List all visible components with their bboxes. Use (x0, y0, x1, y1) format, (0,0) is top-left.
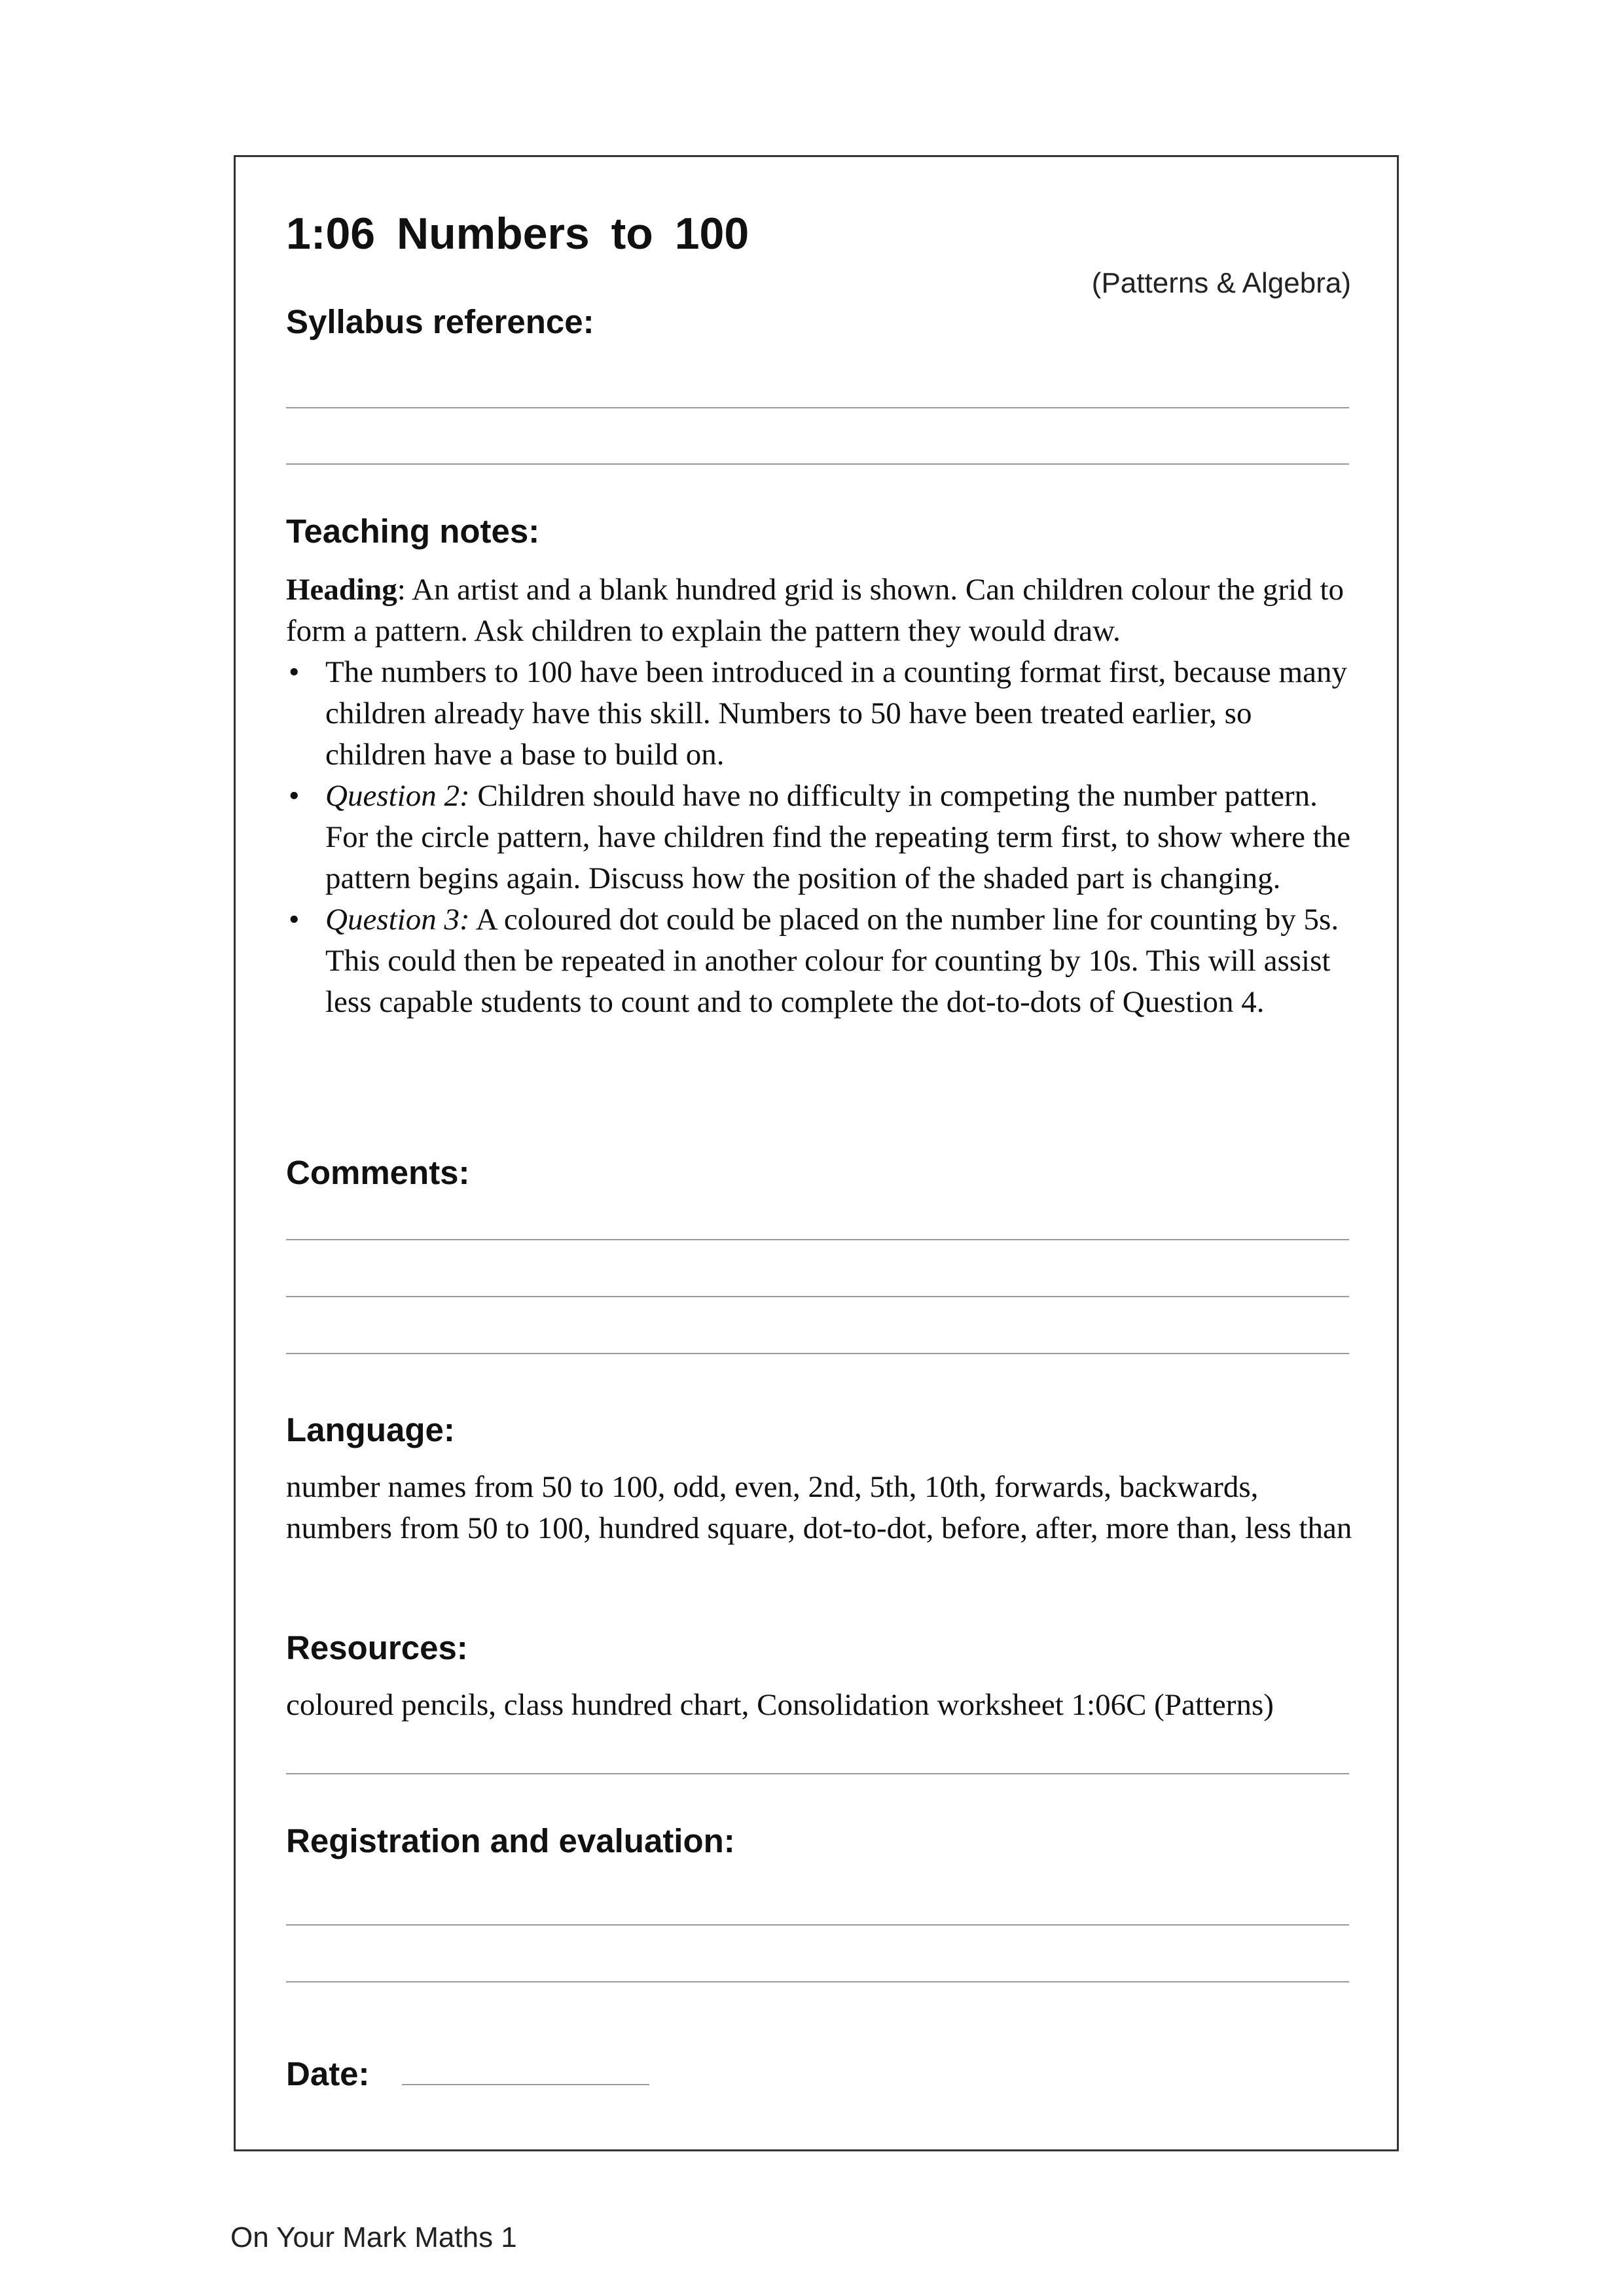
list-item (286, 899, 1360, 1023)
registration-line-2 (286, 1981, 1349, 1982)
date-label: Date: (286, 2055, 370, 2092)
comments-heading: Comments: (286, 1154, 470, 1191)
bullet-icon: • (289, 779, 300, 813)
bullet-icon: • (289, 903, 300, 937)
syllabus-line-1 (286, 407, 1349, 408)
registration-line-1 (286, 1924, 1349, 1926)
footer-text: On Your Mark Maths 1 (230, 2221, 517, 2253)
bullet-lead: Question 2: (325, 779, 470, 813)
teaching-notes-list (286, 652, 1360, 1023)
syllabus-line-2 (286, 463, 1349, 465)
page-title: 1:06 Numbers to 100 (286, 209, 749, 259)
comments-line-2 (286, 1296, 1349, 1297)
syllabus-heading: Syllabus reference: (286, 303, 594, 340)
bullet-text: The numbers to 100 have been introduced in a counting format first, because many children already have this skill. Numbers to 50 have been treated earlier, so children have a base to build on. (325, 655, 1347, 772)
teaching-notes-heading: Teaching notes: (286, 512, 540, 550)
list-item (286, 776, 1360, 899)
bullet-text: A coloured dot could be placed on the number line for counting by 5s. This could then be repeated in another colour for counting by 10s. This will assist less capable students to count and to complete the dot-to-dots of Question 4. (325, 903, 1339, 1019)
bullet-lead: Question 3: (325, 903, 470, 937)
list-item (286, 652, 1360, 776)
bullet-text: Children should have no difficulty in competing the number pattern. For the circle pattern, have children find the repeating term first, to show where the pattern begins again. Discuss how the position of the shaded part is changing. (325, 779, 1351, 895)
language-text: number names from 50 to 100, odd, even, 2nd, 5th, 10th, forwards, backwards, numbers from 50 to 100, hundred square, dot-to-dot, before, after, more than, less than (286, 1470, 1352, 1545)
teaching-notes-intro (286, 569, 1360, 652)
date-line (402, 2084, 649, 2085)
strand-label: (Patterns & Algebra) (1091, 267, 1351, 299)
registration-heading: Registration and evaluation: (286, 1822, 735, 1859)
comments-line-3 (286, 1353, 1349, 1354)
comments-line-1 (286, 1239, 1349, 1240)
resources-text: coloured pencils, class hundred chart, Consolidation worksheet 1:06C (Patterns) (286, 1688, 1274, 1722)
heading-text: : An artist and a blank hundred grid is shown. Can children colour the grid to form a pattern. Ask children to explain the pattern they would draw. (286, 573, 1344, 648)
resources-heading: Resources: (286, 1629, 468, 1666)
language-heading: Language: (286, 1411, 455, 1448)
bullet-icon: • (289, 655, 300, 689)
heading-label: Heading (286, 573, 397, 607)
resources-line (286, 1773, 1349, 1774)
